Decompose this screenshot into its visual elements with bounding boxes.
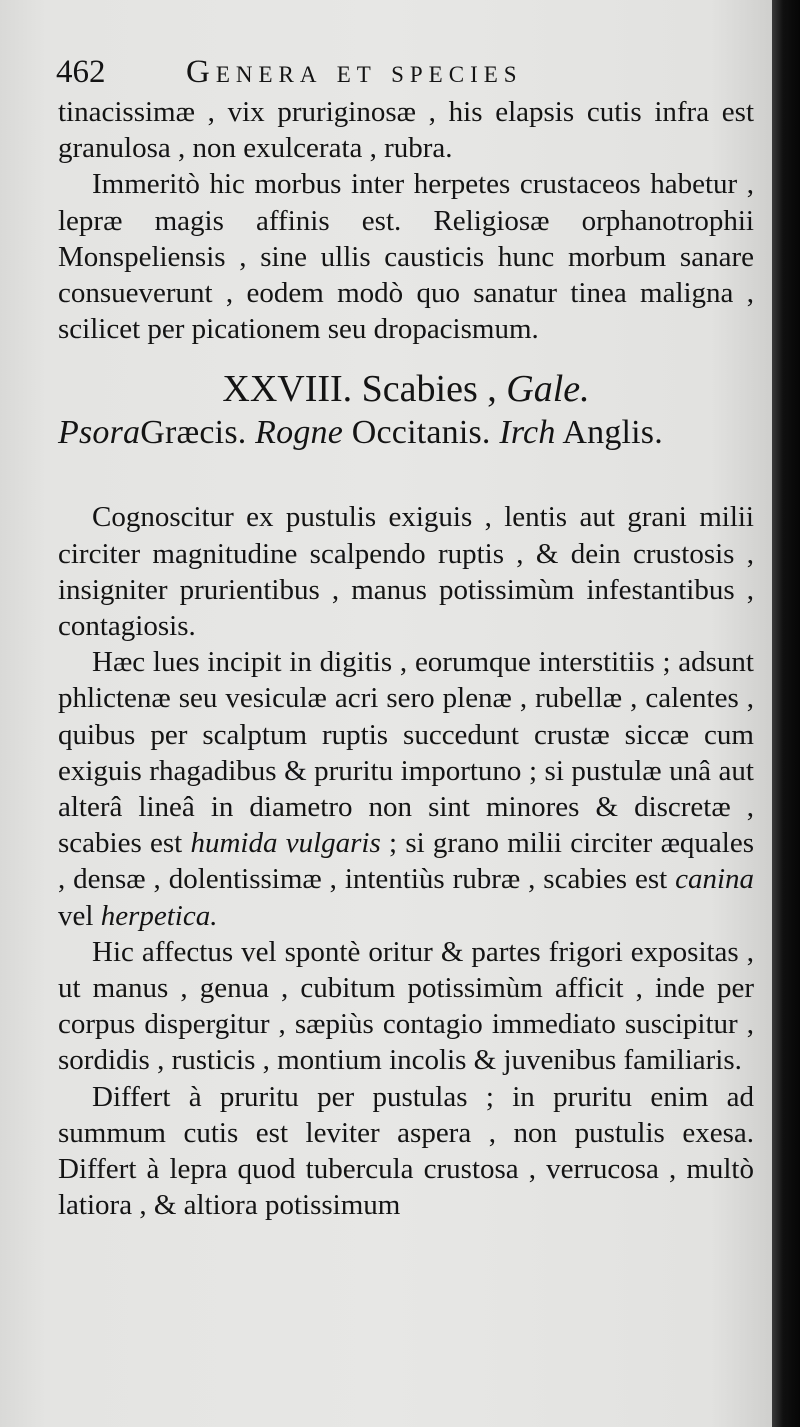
continued-paragraph: tinacissimæ , vix pruriginosæ , his elapsis cutis infra est granulosa , non exulcerata , rubra. (58, 96, 754, 165)
synonym-english-lang: Anglis. (562, 414, 663, 452)
haec-lues-text-b: ; si grano milii circiter æquales , densæ , dolentissimæ , intentiùs rubræ , scabies est (58, 827, 755, 896)
page-header (56, 50, 756, 94)
paragraph-haec-lues (58, 644, 754, 934)
paragraph-differt: Differt à pruritu per pustulas ; in pruritu enim ad summum cutis est leviter aspera , non pustulis exesa. Differt à lepra quod tubercula crustosa , verrucosa , multò latiora , & altiora potissimum (58, 1080, 754, 1222)
running-head: Genera et species (186, 54, 523, 90)
page-body (58, 94, 754, 1223)
synonym-greek-lang: Græcis. (140, 414, 247, 452)
paragraph-cognoscitur: Cognoscitur ex pustulis exiguis , lentis aut grani milii circiter magnitudine scalpendo ruptis , & dein crustosis , insigniter prurientibus , manus potissimùm infestantibus , contagiosis. (58, 501, 754, 643)
synonym-english-term: Irch (499, 414, 556, 452)
haec-lues-text-c: vel (58, 899, 94, 932)
section-synonyms (58, 411, 754, 455)
section-numeral: XXVIII. (222, 368, 353, 411)
section-title (58, 367, 754, 411)
term-herpetica: herpetica. (100, 899, 218, 932)
term-humida-vulgaris: humida vulgaris (190, 827, 381, 860)
synonym-greek-term: Psora (58, 414, 141, 452)
paragraph-hic-affectus: Hic affectus vel spontè oritur & partes frigori expositas , ut manus , genua , cubitum potissimùm afficit , inde per corpus dispergitur , sæpiùs contagio immediato suscipitur , sordidis , rusticis , montium incolis & juvenibus familiaris. (58, 935, 754, 1077)
term-canina: canina (675, 863, 755, 896)
paragraph-immerito: Immeritò hic morbus inter herpetes crustaceos habetur , lepræ magis affinis est. Religiosæ orphanotrophii Monspeliensis , sine ullis causticis hunc morbum sanare consueverunt , eodem modò quo sanatur tinea maligna , scilicet per picationem seu dropacismum. (58, 168, 754, 346)
synonym-occitan-lang: Occitanis. (351, 414, 491, 452)
synonym-occitan-term: Rogne (255, 414, 344, 452)
haec-lues-text-a: Hæc lues incipit in digitis , eorumque interstitiis ; adsunt phlictenæ seu vesiculæ acri sero plenæ , rubellæ , calentes , quibus per scalptum ruptis succedunt crustæ siccæ cum exiguis rhagadibus & pruritu importuno ; si pustulæ unâ aut alterâ lineâ in diametro non sint minores & discretæ , scabies est (58, 646, 754, 860)
section-vernacular: Gale. (506, 368, 590, 411)
page-number: 462 (56, 54, 106, 90)
section-name: Scabies , (361, 368, 497, 411)
page-edge-shadow (772, 0, 800, 1427)
